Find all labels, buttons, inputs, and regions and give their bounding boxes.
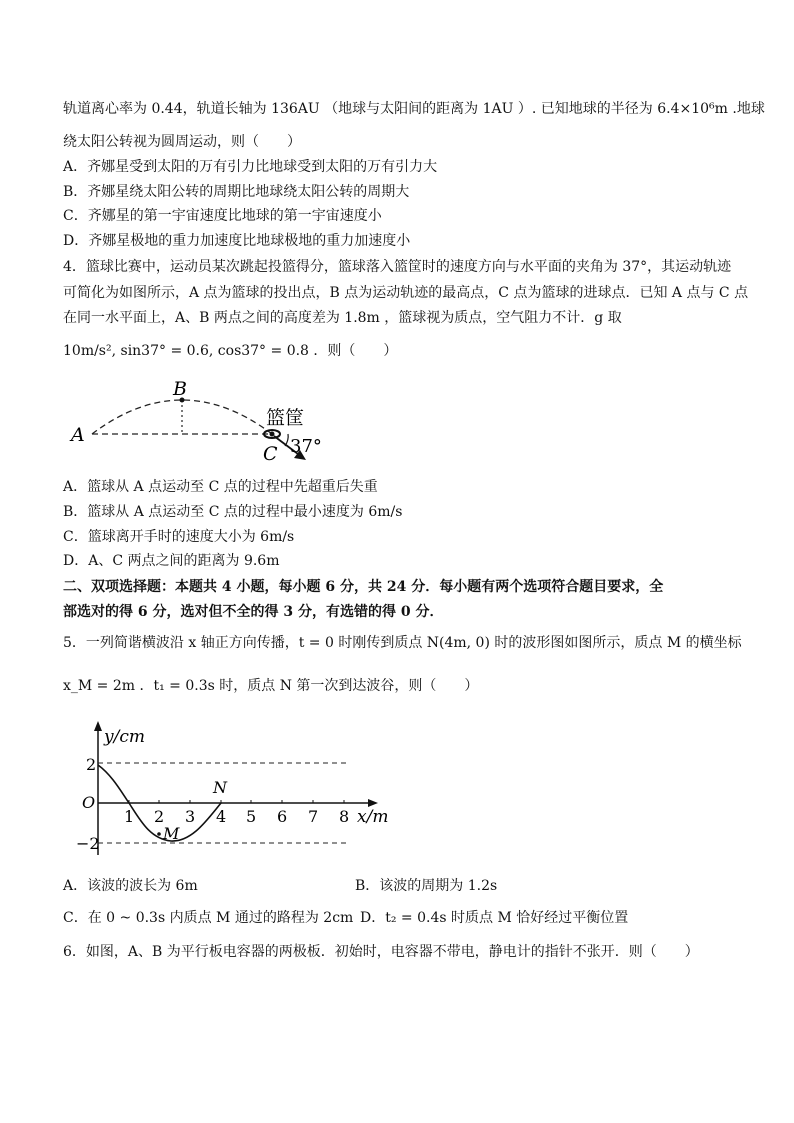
ball-dot xyxy=(270,432,275,437)
x-tick-6: 6 xyxy=(277,807,288,826)
label-m: M xyxy=(163,824,180,843)
point-m-dot xyxy=(157,832,161,836)
q4-stem-line-1: 4．篮球比赛中，运动员某次跳起投篮得分，篮球落入篮筐时的速度方向与水平面的夹角为 37°，其运动轨迹 xyxy=(63,259,732,275)
x-tick-7: 7 xyxy=(308,807,319,826)
x-tick-4: 4 xyxy=(216,807,227,826)
q4-option-c: C．篮球离开手时的速度大小为 6m/s xyxy=(63,529,295,545)
q3-option-c: C．齐娜星的第一宇宙速度比地球的第一宇宙速度小 xyxy=(63,208,382,224)
x-tick-2: 2 xyxy=(154,807,165,826)
q4-option-b: B．篮球从 A 点运动至 C 点的过程中最小速度为 6m/s xyxy=(63,504,403,520)
label-c: C xyxy=(263,443,278,465)
q6-stem-line-1: 6．如图，A、B 为平行板电容器的两极板．初始时，电容器不带电，静电计的指针不张开．则（ ） xyxy=(63,944,699,960)
q5-stem-line-2: x_M = 2m ．t₁ = 0.3s 时，质点 N 第一次到达波谷，则（ ） xyxy=(63,678,479,694)
q4-option-d: D．A、C 两点之间的距离为 9.6m xyxy=(63,553,280,569)
wave-figure xyxy=(0,715,794,865)
q4-stem-line-3: 在同一水平面上，A、B 两点之间的高度差为 1.8m ，篮球视为质点，空气阻力不计．g 取 xyxy=(63,310,622,326)
y-tick-2: 2 xyxy=(86,755,97,774)
angle-arc xyxy=(285,434,288,446)
q5-option-b: B．该波的周期为 1.2s xyxy=(355,878,498,894)
section2-heading-line-1: 二、双项选择题：本题共 4 小题，每小题 6 分，共 24 分．每小题有两个选项符合题目要求，全 xyxy=(63,579,664,595)
q4-stem-line-2: 可简化为如图所示，A 点为篮球的投出点，B 点为运动轨迹的最高点，C 点为篮球的进球点．已知 A 点与 C 点 xyxy=(63,285,749,301)
section2-heading-line-2: 部选对的得 6 分，选对但不全的得 3 分，有选错的得 0 分． xyxy=(63,604,444,620)
x-tick-3: 3 xyxy=(185,807,196,826)
q3-stem-line-1: 轨道离心率为 0.44，轨道长轴为 136AU （地球与太阳间的距离为 1AU ）. 已知地球的半径为 6.4×10⁶m .地球 xyxy=(63,101,765,117)
q5-stem-line-1: 5．一列简谐横波沿 x 轴正方向传播，t = 0 时刚传到质点 N(4m, 0) 时的波形图如图所示，质点 M 的横坐标 xyxy=(63,635,742,651)
y-tick-neg2: −2 xyxy=(76,834,100,853)
q3-option-d: D．齐娜星极地的重力加速度比地球极地的重力加速度小 xyxy=(63,233,411,249)
q4-option-a: A．篮球从 A 点运动至 C 点的过程中先超重后失重 xyxy=(63,479,378,495)
label-angle: 37° xyxy=(290,436,322,457)
q5-option-c: C．在 0 ~ 0.3s 内质点 M 通过的路程为 2cm xyxy=(63,910,354,926)
q5-option-a: A．该波的波长为 6m xyxy=(63,878,198,894)
q3-option-b: B．齐娜星绕太阳公转的周期比地球绕太阳公转的周期大 xyxy=(63,184,410,200)
y-axis-arrow-icon xyxy=(94,721,102,731)
basketball-trajectory-figure xyxy=(0,370,794,470)
x-tick-5: 5 xyxy=(246,807,257,826)
origin-label: O xyxy=(82,793,96,812)
y-axis-label: y/cm xyxy=(104,727,145,747)
q5-option-d: D．t₂ = 0.4s 时质点 M 恰好经过平衡位置 xyxy=(360,910,629,926)
q3-stem-line-2: 绕太阳公转视为圆周运动，则（ ） xyxy=(63,134,301,150)
q3-option-a: A．齐娜星受到太阳的万有引力比地球受到太阳的万有引力大 xyxy=(63,159,438,175)
label-a: A xyxy=(71,424,85,446)
x-axis-arrow-icon xyxy=(368,799,378,807)
x-tick-1: 1 xyxy=(124,807,135,826)
q4-stem-line-4: 10m/s², sin37° = 0.6, cos37° = 0.8 ．则（ ） xyxy=(63,343,398,359)
x-tick-8: 8 xyxy=(339,807,350,826)
label-b: B xyxy=(173,378,187,400)
label-hoop: 篮筐 xyxy=(266,407,305,429)
label-n: N xyxy=(213,778,227,797)
x-axis-label: x/m xyxy=(357,807,389,827)
